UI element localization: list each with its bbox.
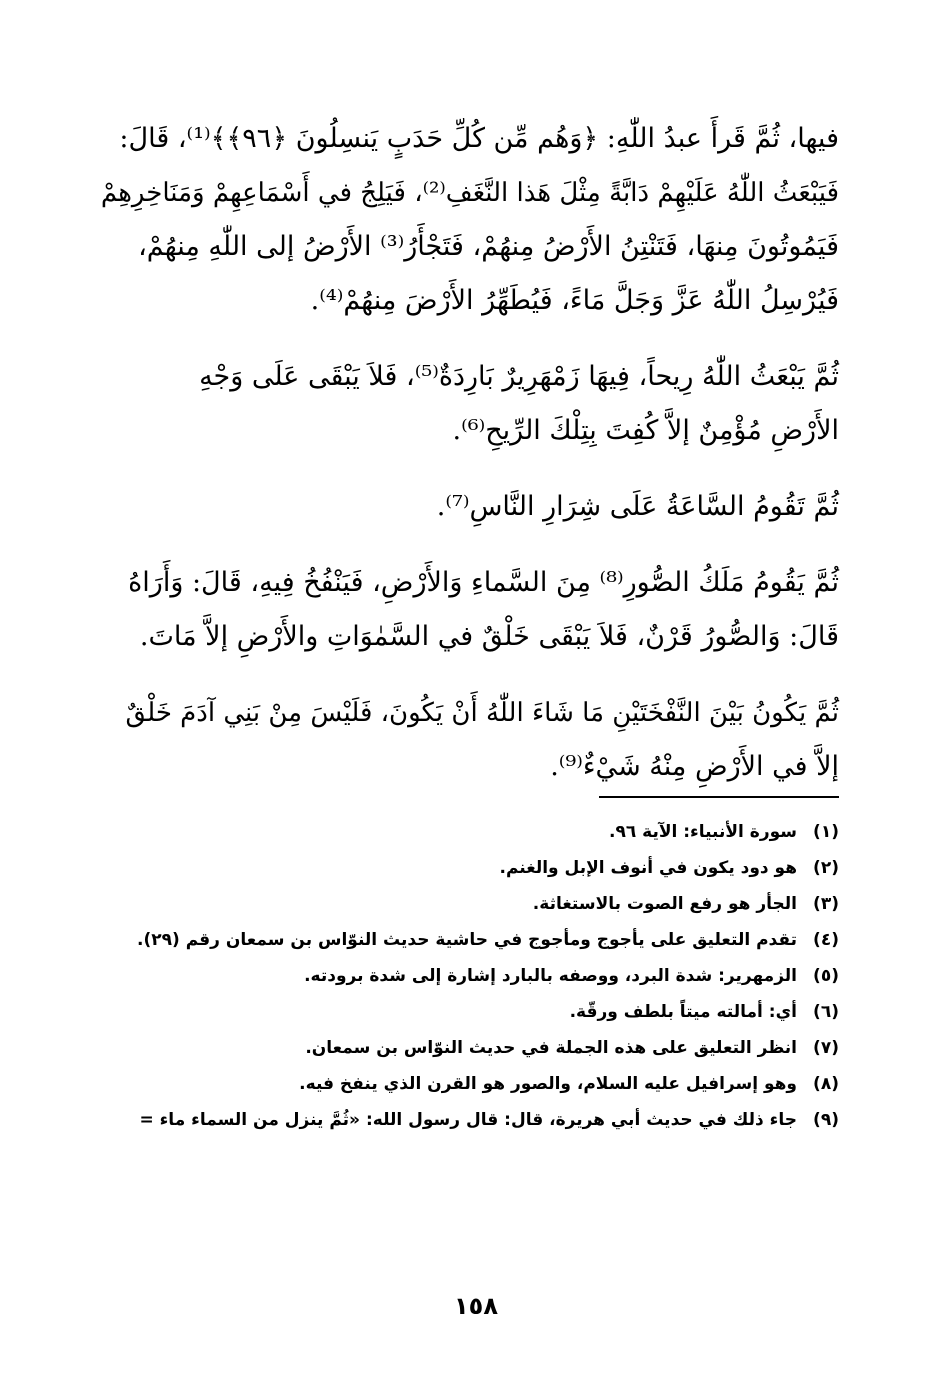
text-line: قَالَ: وَالصُّورُ قَرْنٌ، فَلاَ يَبْقَى خَلْقٌ في السَّمٰوَاتِ والأَرْضِ إلاَّ مَاتَ. (139, 621, 839, 652)
footnote-number: (١) (813, 822, 839, 842)
footnote-8 (100, 1070, 839, 1098)
footnote-number: (٢) (813, 858, 839, 878)
footnote-6 (100, 998, 839, 1026)
page-number: ١٥٨ (454, 1292, 498, 1320)
paragraph-5 (100, 686, 839, 794)
footnote-7 (100, 1034, 839, 1062)
footnote-text: سورة الأنبياء: الآية ٩٦. (609, 822, 797, 842)
footnote-number: (٦) (813, 1002, 839, 1022)
footnote-text: الجأر هو رفع الصوت بالاستغاثة. (532, 894, 797, 914)
text-line: فيها، ثُمَّ قَرأَ عبدُ اللّٰهِ: ﴿وَهُم مِّن كُلِّ حَدَبٍ يَنسِلُونَ ﴿٩٦﴾﴾⁽¹⁾، قَالَ: (119, 123, 839, 154)
footnote-text: انظر التعليق على هذه الجملة في حديث النوّاس بن سمعان. (305, 1038, 797, 1058)
text-line: ثُمَّ يَبْعَثُ اللّٰهُ رِيحاً، فِيهَا زَمْهَرِيرٌ بَارِدَةٌ⁽⁵⁾، فَلاَ يَبْقَى عَلَى وَجْهِ (199, 361, 839, 392)
footnote-number: (٩) (813, 1110, 839, 1130)
paragraph-3 (100, 480, 839, 534)
footnote-number: (٨) (813, 1074, 839, 1094)
paragraph-2 (100, 350, 839, 458)
text-line: الأَرْضِ مُؤْمِنٌ إلاَّ كُفِتَ بِتِلْكَ الرِّيحِ⁽⁶⁾. (452, 415, 839, 446)
footnote-text: وهو إسرافيل عليه السلام، والصور هو القرن الذي ينفخ فيه. (299, 1074, 797, 1094)
footnote-4 (100, 926, 839, 954)
paragraph-4 (100, 556, 839, 664)
text-line: فَيَمُوتُونَ مِنهَا، فَتَنْتِنُ الأَرْضُ مِنهُمْ، فَتَجْأَرُ⁽³⁾ الأَرْضُ إلى اللّٰهِ مِنهُمْ، (138, 231, 839, 262)
footnote-5 (100, 962, 839, 990)
footnote-text: هو دود يكون في أنوف الإبل والغنم. (499, 858, 797, 878)
footnote-2 (100, 854, 839, 882)
text-line: إلاَّ في الأَرْضِ مِنْهُ شَيْءٌ⁽⁹⁾. (550, 751, 839, 782)
main-text (100, 112, 839, 816)
footnote-separator (599, 796, 839, 798)
text-line: فَيَبْعَثُ اللّٰهُ عَلَيْهِمْ دَابَّةً مِثْلَ هَذا النَّغَفِ⁽²⁾، فَيَلِجُ في أَسْمَاعِهِمْ وَمَنَاخِرِهِمْ (100, 178, 839, 208)
footnote-number: (٧) (813, 1038, 839, 1058)
footnote-number: (٤) (813, 930, 839, 950)
footnote-text: تقدم التعليق على يأجوج ومأجوج في حاشية حديث النوّاس بن سمعان رقم (٢٩). (137, 930, 797, 950)
paragraph-1 (100, 112, 839, 328)
footnote-text: أي: أمالته ميتاً بلطف ورقّة. (569, 1002, 797, 1022)
text-line: ثُمَّ يَكُونُ بَيْنَ النَّفْخَتَيْنِ مَا شَاءَ اللّٰهُ أَنْ يَكُونَ، فَلَيْسَ مِنْ بَنِي آدَمَ خَلْقٌ (125, 698, 839, 728)
text-line: ثُمَّ تَقُومُ السَّاعَةُ عَلَى شِرَارِ النَّاسِ⁽⁷⁾. (436, 491, 839, 522)
text-line: فَيُرْسِلُ اللّٰهُ عَزَّ وَجَلَّ مَاءً، فَيُطَهِّرُ الأَرْضَ مِنهُمْ⁽⁴⁾. (310, 285, 839, 316)
footnote-9 (100, 1106, 839, 1134)
footnote-number: (٥) (813, 966, 839, 986)
footnote-number: (٣) (813, 894, 839, 914)
footnote-text: جاء ذلك في حديث أبي هريرة، قال: قال رسول الله: «ثُمَّ ينزل من السماء ماء = (139, 1110, 797, 1130)
footnote-text: الزمهرير: شدة البرد، ووصفه بالبارد إشارة إلى شدة برودته. (304, 966, 797, 986)
footnote-1 (100, 818, 839, 846)
text-line: ثُمَّ يَقُومُ مَلَكُ الصُّورِ⁽⁸⁾ مِنَ السَّماءِ وَالأَرْضِ، فَيَنْفُخُ فِيهِ، قَالَ: وَأَرَاهُ (128, 567, 839, 598)
footnotes (100, 818, 839, 1142)
footnote-3 (100, 890, 839, 918)
